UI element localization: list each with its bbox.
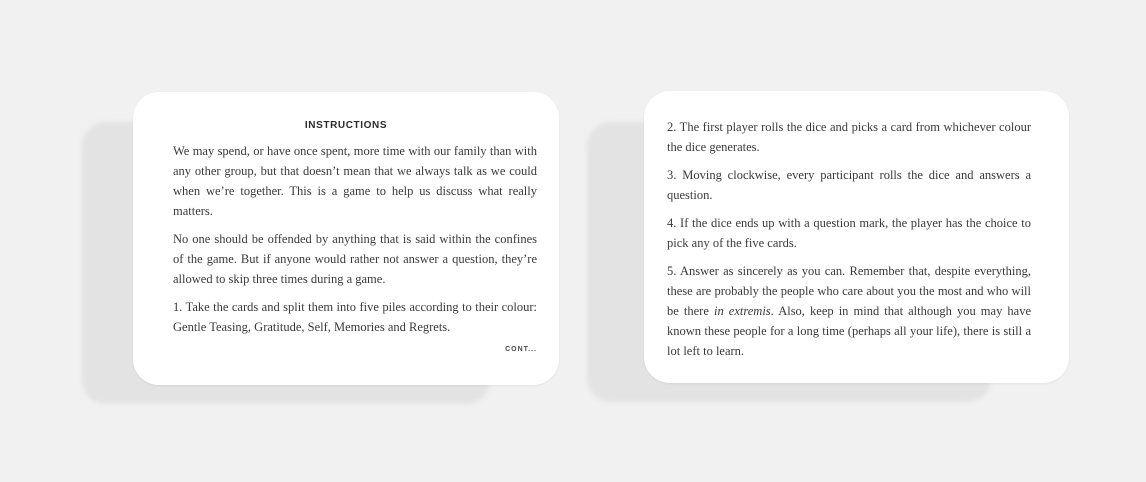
step-5-italic: in extremis	[713, 304, 771, 318]
step-2-paragraph: 2. The first player rolls the dice and picks a card from whichever colour the dice generates.	[667, 120, 1031, 154]
step-5-paragraph	[667, 261, 1031, 361]
step-3-paragraph: 3. Moving clockwise, every participant rolls the dice and answers a question.	[667, 168, 1031, 202]
instructions-card-back	[644, 91, 1069, 383]
instructions-card-front	[133, 92, 559, 385]
step-5-text-end: . Also, keep in mind that although you may have known these people for a long time (perhaps all your life), there is still a lot left to learn.	[667, 304, 1032, 358]
step-1-paragraph: 1. Take the cards and split them into five piles according to their colour: Gentle Teasing, Gratitude, Self, Memories and Regrets.	[173, 300, 537, 334]
card-title: INSTRUCTIONS	[304, 120, 388, 131]
continue-label: CONT...	[505, 346, 537, 353]
rules-paragraph: No one should be offended by anything that is said within the confines of the game. But if anyone would rather not answer a question, they’re allowed to skip three times during a game.	[173, 232, 537, 286]
intro-paragraph: We may spend, or have once spent, more time with our family than with any other group, but that doesn’t mean that we always talk as we could when we’re together. This is a game to help us discuss what really matters.	[173, 144, 537, 218]
step-5-text-start: 5. Answer as sincerely as you can. Remember that, despite everything, these are probably the people who care about you the most and who will be there	[667, 264, 1031, 318]
step-4-paragraph: 4. If the dice ends up with a question mark, the player has the choice to pick any of the five cards.	[667, 216, 1031, 250]
